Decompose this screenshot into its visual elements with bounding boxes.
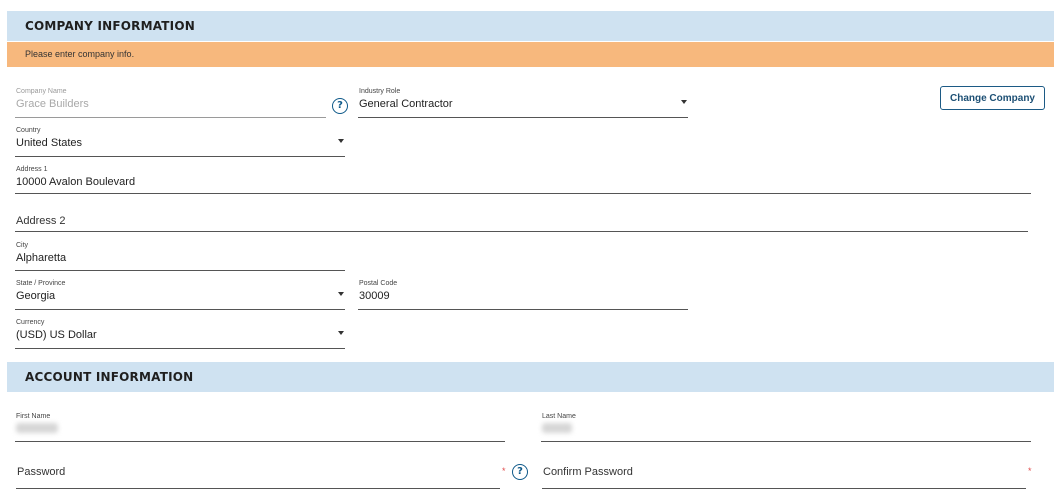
company-name-underline xyxy=(15,117,326,118)
state-label: State / Province xyxy=(16,280,66,287)
password-underline xyxy=(16,488,500,489)
company-info-header xyxy=(7,11,1054,41)
first-name-underline xyxy=(15,441,505,442)
postal-code-field[interactable] xyxy=(358,280,688,310)
first-name-label: First Name xyxy=(16,413,51,420)
company-name-value: Grace Builders xyxy=(16,98,89,110)
city-label: City xyxy=(16,242,29,249)
last-name-label: Last Name xyxy=(542,413,576,420)
confirm-password-underline xyxy=(542,488,1026,489)
company-name-field xyxy=(15,88,326,118)
address1-underline xyxy=(15,193,1031,194)
currency-select[interactable] xyxy=(15,319,345,349)
country-label: Country xyxy=(16,127,41,134)
company-info-title: COMPANY INFORMATION xyxy=(25,19,195,33)
last-name-underline xyxy=(541,441,1031,442)
first-name-field[interactable] xyxy=(15,413,505,442)
city-underline xyxy=(15,270,345,271)
state-select[interactable] xyxy=(15,280,345,310)
dropdown-caret-icon xyxy=(338,331,344,335)
industry-role-label: Industry Role xyxy=(359,88,401,95)
city-value: Alpharetta xyxy=(16,252,67,264)
currency-underline xyxy=(15,348,345,349)
company-name-label: Company Name xyxy=(16,88,67,95)
address2-placeholder: Address 2 xyxy=(16,215,66,227)
dropdown-caret-icon xyxy=(681,100,687,104)
address2-field[interactable] xyxy=(15,207,1028,232)
city-field[interactable] xyxy=(15,242,345,271)
postal-code-underline xyxy=(358,309,688,310)
industry-role-select[interactable] xyxy=(358,88,688,118)
industry-role-underline xyxy=(358,117,688,118)
password-placeholder: Password xyxy=(17,466,66,478)
address1-value: 10000 Avalon Boulevard xyxy=(16,176,136,188)
address2-underline xyxy=(15,231,1028,232)
password-help-icon[interactable]: ? xyxy=(512,464,528,480)
state-underline xyxy=(15,309,345,310)
first-name-redacted xyxy=(16,423,58,433)
confirm-password-field[interactable] xyxy=(542,458,1026,489)
postal-code-label: Postal Code xyxy=(359,280,398,287)
last-name-field[interactable] xyxy=(541,413,1031,442)
password-required-mark: * xyxy=(502,466,506,476)
account-info-header xyxy=(7,362,1054,392)
address1-field[interactable] xyxy=(15,166,1031,194)
confirm-password-placeholder: Confirm Password xyxy=(543,466,633,478)
dropdown-caret-icon xyxy=(338,292,344,296)
account-info-title: ACCOUNT INFORMATION xyxy=(25,370,194,384)
password-field[interactable] xyxy=(16,458,500,489)
address1-label: Address 1 xyxy=(16,166,48,173)
confirm-password-required-mark: * xyxy=(1028,466,1032,476)
currency-label: Currency xyxy=(16,319,45,326)
alert-text: Please enter company info. xyxy=(25,49,135,59)
country-underline xyxy=(15,156,345,157)
country-value: United States xyxy=(16,137,83,149)
industry-role-value: General Contractor xyxy=(359,98,453,110)
state-value: Georgia xyxy=(16,290,56,302)
country-select[interactable] xyxy=(15,127,345,157)
last-name-redacted xyxy=(542,423,572,433)
currency-value: (USD) US Dollar xyxy=(16,329,97,341)
company-help-icon[interactable]: ? xyxy=(332,98,348,114)
dropdown-caret-icon xyxy=(338,139,344,143)
postal-code-value: 30009 xyxy=(359,290,390,302)
change-company-button[interactable]: Change Company xyxy=(940,86,1045,110)
company-info-alert xyxy=(7,42,1054,67)
